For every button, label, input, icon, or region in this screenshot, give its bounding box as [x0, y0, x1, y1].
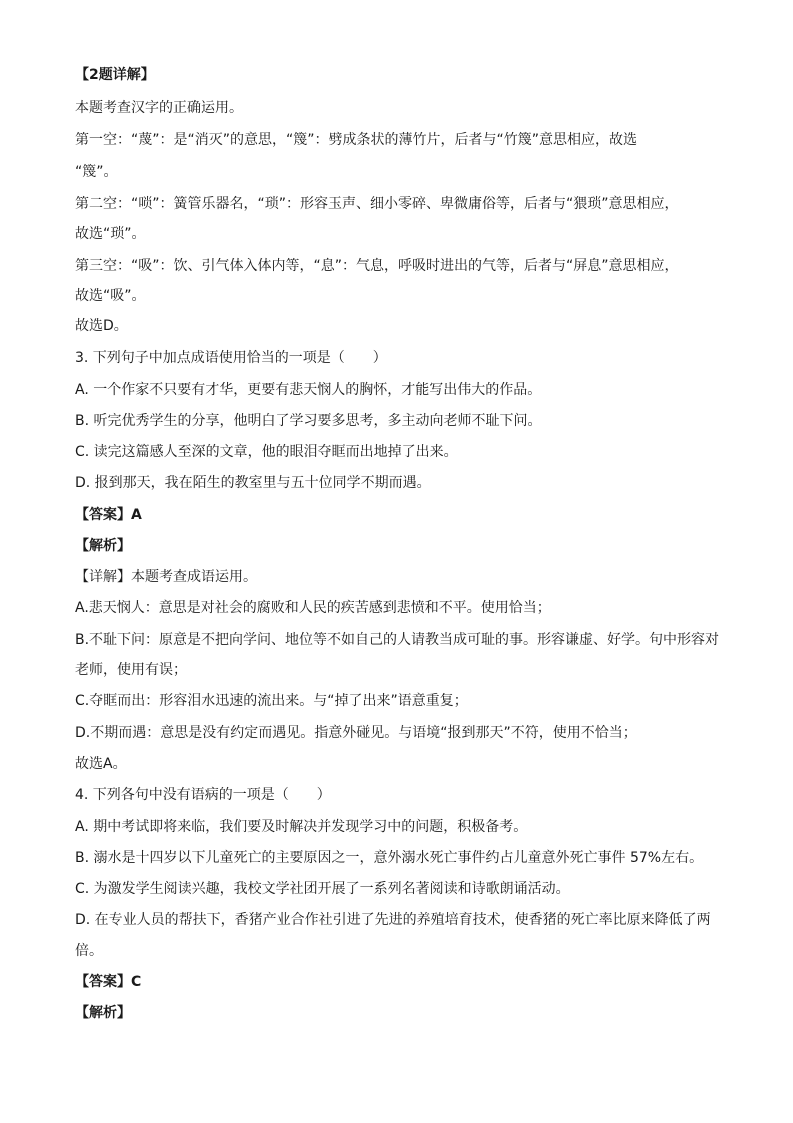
text-line: C.夺眶而出：形容泪水迅速的流出来。与“掉了出来”语意重复；	[75, 693, 468, 709]
question-3-option-b: B. 听完优秀学生的分享，他明白了学习要多思考，多主动向老师不耻下问。	[75, 413, 542, 429]
text-line: D.不期而遇：意思是没有约定而遇见。指意外碰见。与语境“报到那天”不符，使用不恰当；	[75, 725, 637, 741]
text-line: 第三空：“吸”：饮、引气体入体内等，“息”：气息，呼吸时进出的气等，后者与“屏息”意思相应，	[75, 258, 679, 274]
question-3-stem: 3. 下列句子中加点成语使用恰当的一项是（ ）	[75, 350, 387, 366]
text-line: 故选“琐”。	[75, 226, 146, 242]
answer-label: 【答案】A	[75, 507, 142, 523]
text-line: 故选A。	[75, 756, 127, 772]
analysis-label: 【解析】	[75, 1005, 131, 1021]
text-line: 第二空：“唢”：簧管乐器名，“琐”：形容玉声、细小零碎、卑微庸俗等，后者与“猥琐”意思相应，	[75, 196, 679, 212]
question-4-option-d: D. 在专业人员的帮扶下，香猪产业合作社引进了先进的养殖培育技术，使香猪的死亡率比原来降低了两	[75, 912, 711, 928]
text-line: “篾”。	[75, 164, 118, 180]
question-4-option-c: C. 为激发学生阅读兴趣，我校文学社团开展了一系列名著阅读和诗歌朗诵活动。	[75, 881, 570, 897]
text-line: A.悲天悯人：意思是对社会的腐败和人民的疾苦感到悲愤和不平。使用恰当；	[75, 600, 551, 616]
question-4-stem: 4. 下列各句中没有语病的一项是（ ）	[75, 787, 331, 803]
question-3-option-d: D. 报到那天，我在陌生的教室里与五十位同学不期而遇。	[75, 475, 431, 491]
question-3-option-a: A. 一个作家不只要有才华，更要有悲天悯人的胸怀，才能写出伟大的作品。	[75, 382, 542, 398]
question-4-option-a: A. 期中考试即将来临，我们要及时解决并发现学习中的问题，积极备考。	[75, 819, 528, 835]
answer-label: 【答案】C	[75, 974, 142, 990]
text-line: 本题考查汉字的正确运用。	[75, 100, 243, 116]
analysis-label: 【解析】	[75, 538, 131, 554]
text-line: B.不耻下问：原意是不把向学问、地位等不如自己的人请教当成可耻的事。形容谦虚、好学。句中形容对	[75, 632, 720, 648]
question-3-option-c: C. 读完这篇感人至深的文章，他的眼泪夺眶而出地掉了出来。	[75, 444, 458, 460]
text-line: 老师，使用有误；	[75, 662, 187, 678]
text-line: 第一空：“蔑”：是“消灭”的意思，“篾”：劈成条状的薄竹片，后者与“竹篾”意思相应，故选	[75, 132, 638, 148]
question-4-option-b: B. 溺水是十四岁以下儿童死亡的主要原因之一，意外溺水死亡事件约占儿童意外死亡事件 57%左右。	[75, 850, 704, 866]
text-line: 【详解】本题考查成语运用。	[75, 569, 257, 585]
text-line: 故选“吸”。	[75, 288, 146, 304]
section-heading-q2: 【2题详解】	[75, 67, 155, 83]
text-line: 倍。	[75, 943, 103, 959]
text-line: 故选D。	[75, 318, 128, 334]
